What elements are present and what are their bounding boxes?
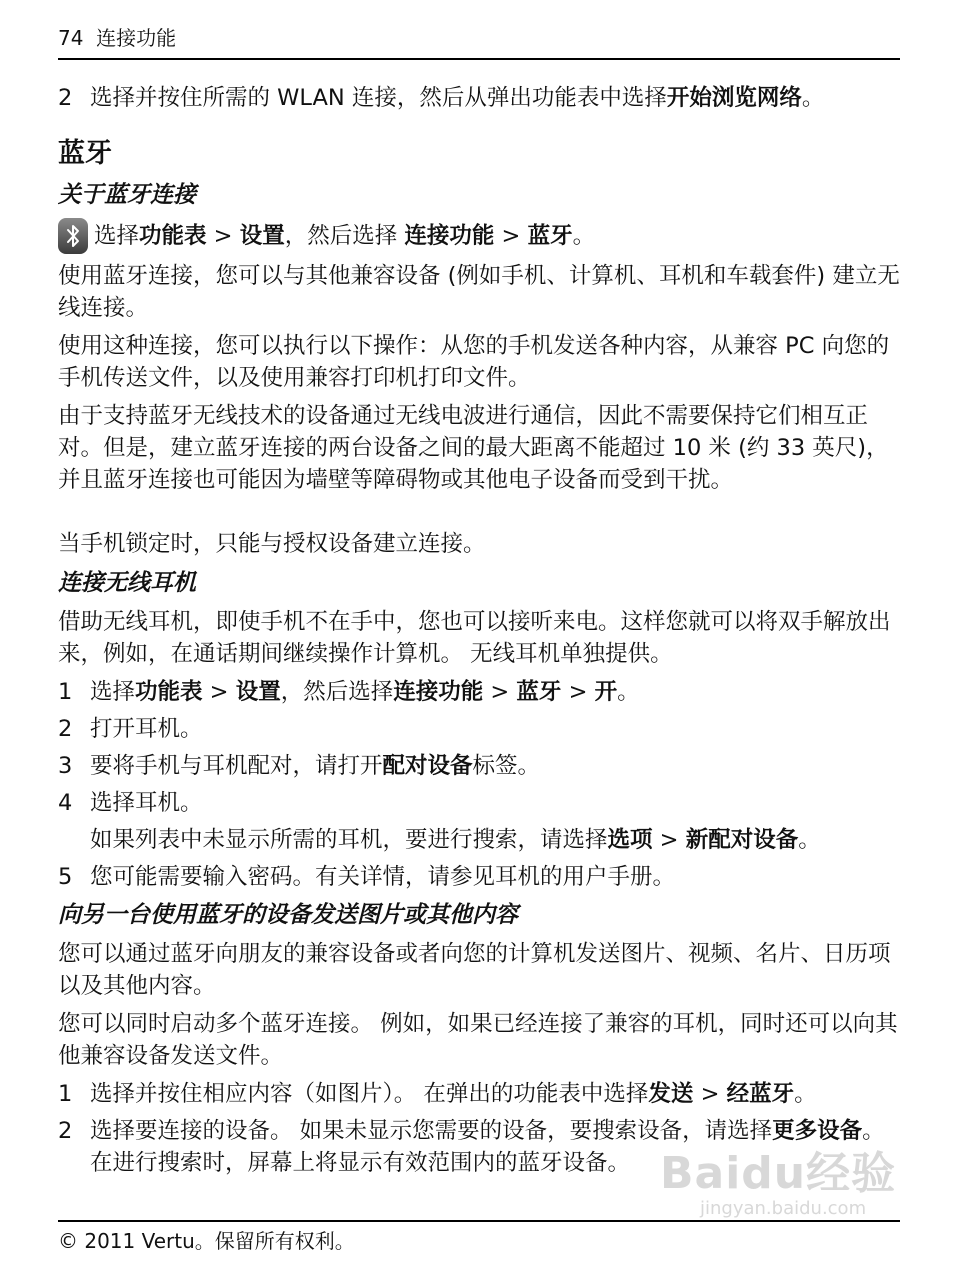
wlan-step-2: 2 选择并按住所需的 WLAN 连接，然后从弹出功能表中选择开始浏览网络。	[58, 82, 900, 114]
subsection-title-about: 关于蓝牙连接	[58, 182, 196, 208]
subsection-title-headset: 连接无线耳机	[58, 570, 196, 596]
headset-intro: 借助无线耳机，即使手机不在手中，您也可以接听来电。这样您就可以将双手解放出来，例如，在通话期间继续操作计算机。 无线耳机单独提供。	[58, 609, 891, 667]
headset-step-2: 2 打开耳机。	[58, 716, 203, 742]
send-paragraph-2: 您可以同时启动多个蓝牙连接。 例如，如果已经连接了兼容的耳机，同时还可以向其他兼容设备发送文件。	[58, 1011, 898, 1069]
chapter-title: 连接功能	[96, 26, 177, 50]
about-paragraph-4: 当手机锁定时，只能与授权设备建立连接。	[58, 531, 486, 557]
page-content	[58, 82, 900, 1184]
page-footer	[58, 1226, 355, 1256]
header-divider	[58, 58, 900, 60]
send-step-2: 2 选择要连接的设备。 如果未显示您需要的设备，要搜索设备，请选择更多设备。 在进行搜索时，屏幕上将显示有效范围内的蓝牙设备。	[58, 1118, 885, 1176]
send-paragraph-1: 您可以通过蓝牙向朋友的兼容设备或者向您的计算机发送图片、视频、名片、日历项以及其他内容。	[58, 941, 891, 999]
about-paragraph-2: 使用这种连接，您可以执行以下操作：从您的手机发送各种内容，从兼容 PC 向您的手机传送文件，以及使用兼容打印机打印文件。	[58, 333, 890, 391]
send-step-1: 1 选择并按住相应内容（如图片）。 在弹出的功能表中选择发送 > 经蓝牙。	[58, 1081, 817, 1107]
step-bold: 开始浏览网络	[666, 85, 802, 111]
copyright-text: © 2011 Vertu。保留所有权利。	[58, 1229, 355, 1253]
step-number: 2	[58, 85, 73, 111]
headset-step-4: 4 选择耳机。	[58, 790, 203, 816]
subsection-title-send: 向另一台使用蓝牙的设备发送图片或其他内容	[58, 902, 518, 928]
about-paragraph-3: 由于支持蓝牙无线技术的设备通过无线电波进行通信，因此不需要保持它们相互正对。但是，建立蓝牙连接的两台设备之间的最大距离不能超过 10 米 (约 33 英尺)，并且蓝牙连接也可能因为墙壁等障碍物或其他电子设备而受到干扰。	[58, 403, 889, 493]
section-title-bluetooth: 蓝牙	[58, 138, 112, 169]
headset-step-4-note: 如果列表中未显示所需的耳机，要进行搜索，请选择选项 > 新配对设备。	[90, 827, 821, 853]
headset-step-3: 3 要将手机与耳机配对，请打开配对设备标签。	[58, 753, 541, 779]
bluetooth-icon	[58, 218, 88, 254]
about-paragraph-1: 使用蓝牙连接，您可以与其他兼容设备 (例如手机、计算机、耳机和车载套件) 建立无线连接。	[58, 263, 900, 321]
bluetooth-nav-path: 选择功能表 > 设置，然后选择 连接功能 > 蓝牙。	[58, 218, 900, 254]
step-text: 选择并按住所需的 WLAN 连接，然后从弹出功能表中选择	[90, 85, 667, 111]
watermark-logo: Baidu经验	[660, 1148, 897, 1199]
watermark-url: jingyan.baidu.com	[700, 1198, 867, 1219]
page-number: 74	[58, 26, 84, 50]
headset-step-5: 5 您可能需要输入密码。有关详情，请参见耳机的用户手册。	[58, 864, 676, 890]
footer-divider	[58, 1220, 900, 1222]
page-header	[58, 24, 898, 52]
headset-step-1: 1 选择功能表 > 设置，然后选择连接功能 > 蓝牙 > 开。	[58, 679, 640, 705]
